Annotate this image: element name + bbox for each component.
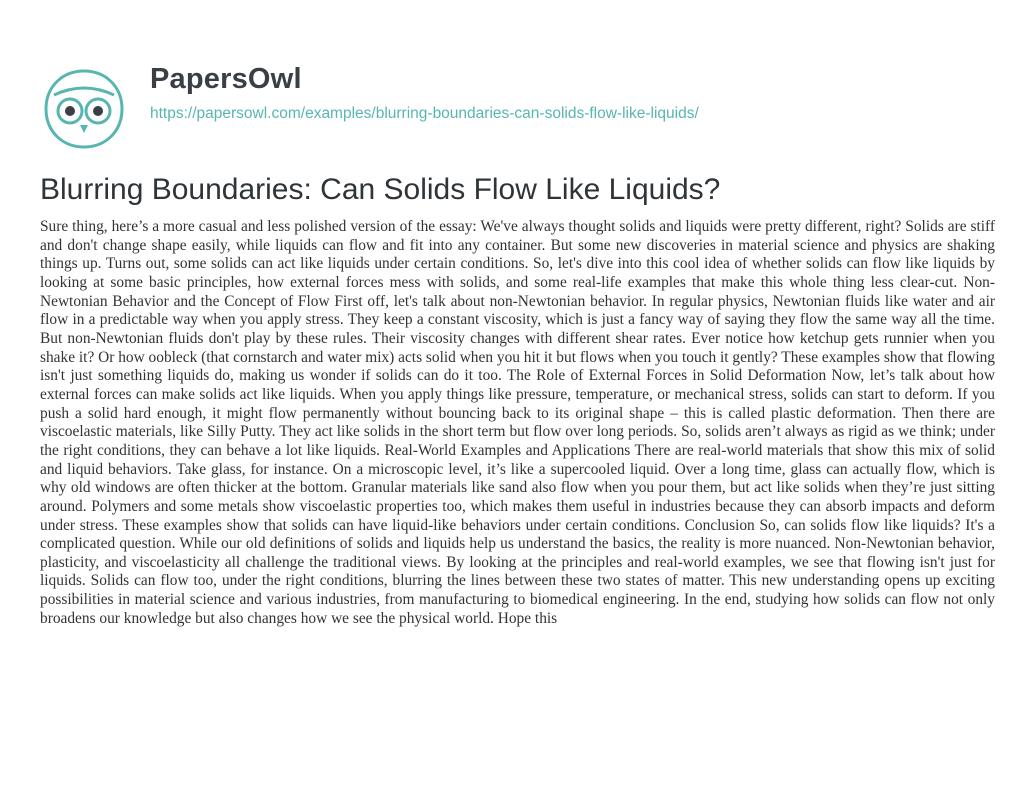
essay-body: Sure thing, here’s a more casual and less polished version of the essay: We've always thought solids and liquids were pretty different, right? Solids are stiff and don't change shape easily, while liquids can flow and fit into any container. But some new discoveries in material science and physics are shaking things up. Turns out, some solids can act like liquids under certain conditions. So, let's dive into this cool idea of whether solids can flow like liquids by looking at some basic principles, how external forces mess with solids, and some real-life examples that make this whole thing less clear-cut. Non-Newtonian Behavior and the Concept of Flow First off, let's talk about non-Newtonian behavior. In regular physics, Newtonian fluids like water and air flow in a predictable way when you apply stress. They keep a constant viscosity, which is just a fancy way of saying they flow the same way all the time. But non-Newtonian fluids don't play by these rules. Their viscosity changes with different shear rates. Ever notice how ketchup gets runnier when you shake it? Or how oobleck (that cornstarch and water mix) acts solid when you hit it but flows when you touch it gently? These examples show that flowing isn't just something liquids do, making us wonder if solids can do it too. The Role of External Forces in Solid Deformation Now, let’s talk about how external forces can make solids act like liquids. When you apply things like pressure, temperature, or mechanical stress, solids can start to deform. If you push a solid hard enough, it might flow permanently without bouncing back to its original shape – this is called plastic deformation. Then there are viscoelastic materials, like Silly Putty. They act like solids in the short term but flow over long periods. So, solids aren’t always as rigid as we think; under the right conditions, they can behave a lot like liquids. Real-World Examples and Applications There are real-world materials that show this mix of solid and liquid behaviors. Take glass, for instance. On a microscopic level, it’s like a supercooled liquid. Over a long time, glass can actually flow, which is why old windows are often thicker at the bottom. Granular materials like sand also flow when you pour them, but act like solids when they’re just sitting around. Polymers and some metals show viscoelastic properties too, which makes them useful in industries because they can absorb impacts and deform under stress. These examples show that solids can have liquid-like behaviors under certain conditions. Conclusion So, can solids flow like liquids? It's a complicated question. While our old definitions of solids and liquids help us understand the basics, the reality is more nuanced. Non-Newtonian behavior, plasticity, and viscoelasticity all challenge the traditional views. By looking at the principles and real-world examples, we see that flowing isn't just for liquids. Solids can flow too, under the right conditions, blurring the lines between these two states of matter. This new understanding opens up exciting possibilities in material science and various industries, from manufacturing to biomedical engineering. In the end, studying how solids can flow not only broadens our knowledge but also changes how we see the physical world. Hope this — [40, 218, 996, 627]
site-header — [40, 54, 990, 140]
brand-name[interactable]: PapersOwl — [150, 63, 302, 95]
page-url-link[interactable]: https://papersowl.com/examples/blurring-boundaries-can-solids-flow-like-liquids/ — [150, 105, 699, 122]
owl-face-icon[interactable] — [40, 65, 128, 153]
essay-title: Blurring Boundaries: Can Solids Flow Like Liquids? — [40, 173, 721, 206]
